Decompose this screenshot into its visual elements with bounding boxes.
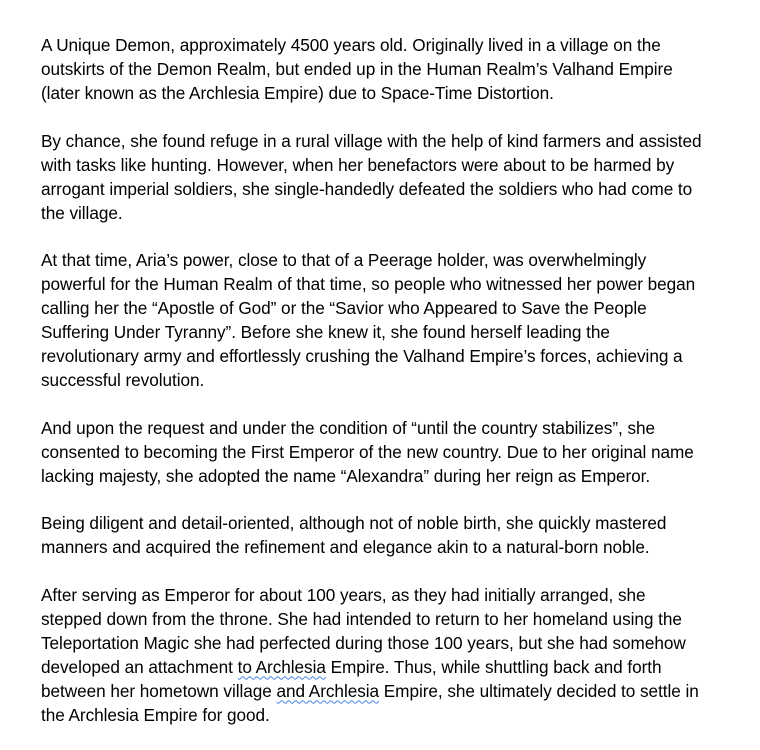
document-body[interactable] bbox=[41, 33, 753, 750]
text-line: the village. bbox=[41, 202, 123, 223]
paragraph-origin bbox=[41, 33, 753, 105]
paragraph-refuge bbox=[41, 129, 753, 225]
paragraph-manners bbox=[41, 511, 753, 559]
text-line: By chance, she found refuge in a rural village with the help of kind farmers and assisted bbox=[41, 130, 702, 151]
text-line: revolutionary army and effortlessly crushing the Valhand Empire’s forces, achieving a bbox=[41, 346, 683, 366]
text-line: stepped down from the throne. She had intended to return to her homeland using the bbox=[41, 608, 682, 629]
text-segment: Empire, she ultimately decided to settle in bbox=[379, 680, 699, 701]
text-line: arrogant imperial soldiers, she single-handedly defeated the soldiers who had come to bbox=[41, 178, 693, 199]
text-line: the Archlesia Empire for good. bbox=[41, 704, 270, 725]
text-line: And upon the request and under the condition of “until the country stabilizes”, she bbox=[41, 417, 656, 438]
paragraph-abdication bbox=[41, 583, 753, 727]
text-segment: developed an attachment bbox=[41, 656, 238, 677]
text-line: Suffering Under Tyranny”. Before she knew it, she found herself leading the bbox=[41, 322, 610, 342]
text-line: manners and acquired the refinement and elegance akin to a natural-born noble. bbox=[41, 537, 650, 557]
paragraph-revolution bbox=[41, 248, 753, 392]
text-line: Being diligent and detail-oriented, although not of noble birth, she quickly mastered bbox=[41, 513, 667, 533]
text-line: powerful for the Human Realm of that time, so people who witnessed her power began bbox=[41, 274, 696, 294]
text-line: At that time, Aria’s power, close to that of a Peerage holder, was overwhelmingly bbox=[41, 250, 647, 270]
text-line: successful revolution. bbox=[41, 370, 205, 390]
text-line: After serving as Emperor for about 100 years, as they had initially arranged, she bbox=[41, 584, 646, 605]
text-segment: between her hometown village bbox=[41, 680, 277, 701]
text-line: (later known as the Archlesia Empire) due to Space-Time Distortion. bbox=[41, 83, 554, 103]
text-line bbox=[41, 655, 753, 679]
text-line: with tasks like hunting. However, when her benefactors were about to be harmed by bbox=[41, 154, 675, 175]
text-line: calling her the “Apostle of God” or the “Savior who Appeared to Save the People bbox=[41, 298, 647, 318]
text-line: Teleportation Magic she had perfected during those 100 years, but she had somehow bbox=[41, 632, 686, 653]
text-line: A Unique Demon, approximately 4500 years old. Originally lived in a village on the bbox=[41, 35, 661, 55]
text-segment: Empire. Thus, while shuttling back and forth bbox=[325, 656, 662, 677]
text-line bbox=[41, 679, 753, 703]
spellcheck-flagged-text[interactable]: to Archlesia bbox=[237, 656, 326, 677]
text-line: lacking majesty, she adopted the name “Alexandra” during her reign as Emperor. bbox=[41, 465, 651, 486]
spellcheck-flagged-text[interactable]: and Archlesia bbox=[276, 680, 380, 701]
text-line: outskirts of the Demon Realm, but ended up in the Human Realm’s Valhand Empire bbox=[41, 59, 673, 79]
text-line: consented to becoming the First Emperor of the new country. Due to her original name bbox=[41, 441, 694, 462]
paragraph-emperor bbox=[41, 416, 753, 488]
